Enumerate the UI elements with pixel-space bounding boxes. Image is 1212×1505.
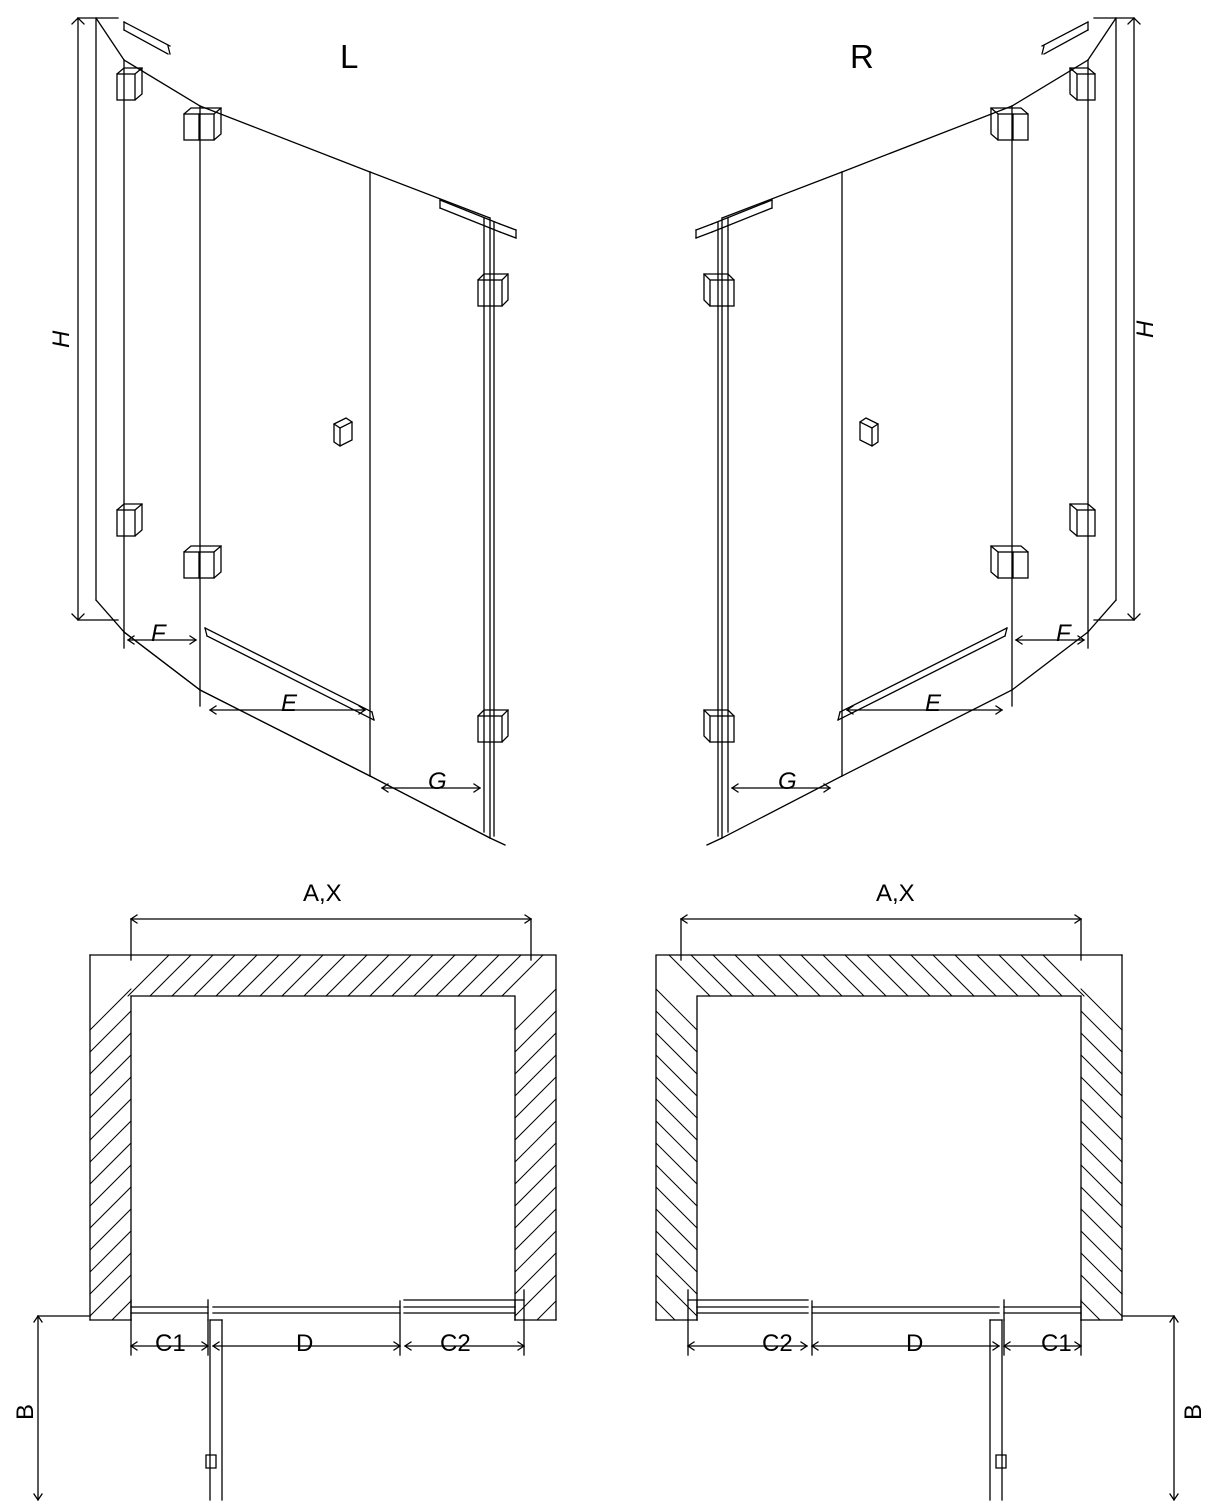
iso-right-F-label: F	[1056, 620, 1071, 647]
plan-left-C1-label: C1	[155, 1330, 186, 1357]
plan-left-AX-label: A,X	[303, 880, 342, 907]
plan-left-C2-label: C2	[440, 1330, 471, 1357]
iso-left-group	[72, 18, 516, 845]
plan-left-D-label: D	[296, 1330, 314, 1357]
iso-left-E-label: E	[281, 690, 298, 717]
iso-right-variant-label: R	[850, 38, 874, 75]
iso-right-height-label: H	[1132, 320, 1159, 338]
plan-right-group	[656, 915, 1178, 1500]
plan-right-C1-label: C1	[1041, 1330, 1072, 1357]
plan-right-AX-label: A,X	[876, 880, 915, 907]
iso-left-G-label: G	[428, 768, 447, 795]
plan-right-D-label: D	[906, 1330, 924, 1357]
iso-left-height-label: H	[48, 330, 75, 348]
iso-right-group	[696, 18, 1140, 845]
iso-right-E-label: E	[925, 690, 942, 717]
plan-left-group	[34, 915, 556, 1500]
plan-right-C2-label: C2	[762, 1330, 793, 1357]
plan-left-B-label: B	[12, 1403, 39, 1420]
iso-left-variant-label: L	[340, 38, 359, 75]
plan-right-B-label: B	[1180, 1403, 1207, 1420]
iso-right-G-label: G	[778, 768, 797, 795]
iso-left-F-label: F	[151, 620, 166, 647]
